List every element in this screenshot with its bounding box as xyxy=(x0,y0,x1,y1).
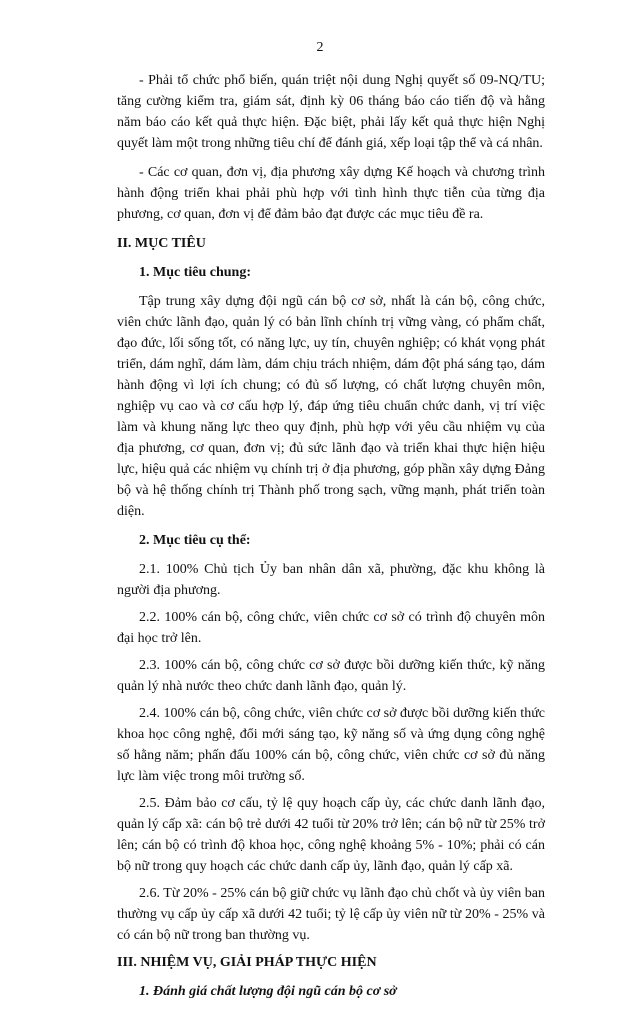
target-2-5: 2.5. Đảm bảo cơ cấu, tỷ lệ quy hoạch cấp ủy, các chức danh lãnh đạo, quản lý cấp xã: cán bộ trẻ dưới 42 tuổi từ 20% trở lên; cán bộ nữ từ 25% trở lên; cán bộ có trình độ khoa học, công nghệ khoảng 5% - 10%; phải có cán bộ nữ trong quy hoạch các chức danh cấp ủy, lãnh đạo, quản lý cấp xã. xyxy=(117,796,545,874)
subheading-specific-objectives: 2. Mục tiêu cụ thể: xyxy=(139,533,251,548)
page-number: 2 xyxy=(316,40,324,55)
paragraph-dissemination: - Phải tổ chức phổ biến, quán triệt nội dung Nghị quyết số 09-NQ/TU; tăng cường kiểm tra, giám sát, định kỳ 06 tháng báo cáo tiến độ và hằng năm báo cáo kết quả thực hiện. Đặc biệt, phải lấy kết quả thực hiện Nghị quyết làm một trong những tiêu chí để đánh giá, xếp loại tập thể và cá nhân. xyxy=(117,73,545,151)
document-body xyxy=(117,70,545,1010)
target-2-4: 2.4. 100% cán bộ, công chức, viên chức cơ sở được bồi dưỡng kiến thức khoa học công nghệ, đổi mới sáng tạo, kỹ năng số và ứng dụng công nghệ số hằng năm; phấn đấu 100% cán bộ, công chức, viên chức cơ sở đủ năng lực làm việc trong môi trường số. xyxy=(117,706,545,784)
subheading-general-objective: 1. Mục tiêu chung: xyxy=(139,265,251,280)
target-2-1: 2.1. 100% Chủ tịch Ủy ban nhân dân xã, phường, đặc khu không là người địa phương. xyxy=(117,562,545,598)
paragraph-action-plan: - Các cơ quan, đơn vị, địa phương xây dựng Kế hoạch và chương trình hành động triển khai phải phù hợp với tình hình thực tiễn của từng địa phương, cơ quan, đơn vị để đảm bảo đạt được các mục tiêu đề ra. xyxy=(117,165,545,222)
target-2-3: 2.3. 100% cán bộ, công chức cơ sở được bồi dưỡng kiến thức, kỹ năng quản lý nhà nước theo chức danh lãnh đạo, quản lý. xyxy=(117,658,545,694)
target-2-6: 2.6. Từ 20% - 25% cán bộ giữ chức vụ lãnh đạo chủ chốt và ủy viên ban thường vụ cấp ủy cấp xã dưới 42 tuổi; tỷ lệ cấp ủy viên nữ từ 20% - 25% và có cán bộ nữ trong ban thường vụ. xyxy=(117,886,545,943)
subheading-quality-assessment: 1. Đánh giá chất lượng đội ngũ cán bộ cơ sở xyxy=(139,984,397,999)
target-2-2: 2.2. 100% cán bộ, công chức, viên chức cơ sở có trình độ chuyên môn đại học trở lên. xyxy=(117,610,545,646)
section-heading-objectives: II. MỤC TIÊU xyxy=(117,236,206,251)
paragraph-general-objective: Tập trung xây dựng đội ngũ cán bộ cơ sở, nhất là cán bộ, công chức, viên chức lãnh đạo, quản lý có bản lĩnh chính trị vững vàng, có phẩm chất, đạo đức, lối sống tốt, có năng lực, uy tín, chuyên nghiệp; có khát vọng phát triển, dám nghĩ, dám làm, dám chịu trách nhiệm, dám đột phá sáng tạo, dám hành động vì lợi ích chung; có đủ số lượng, có chất lượng chuyên môn, nghiệp vụ cao và cơ cấu hợp lý, đáp ứng tiêu chuẩn chức danh, vị trí việc làm và khung năng lực theo quy định, phù hợp với yêu cầu nhiệm vụ của địa phương, cơ quan, đơn vị; đủ sức lãnh đạo và triển khai thực hiện hiệu lực, hiệu quả các nhiệm vụ chính trị ở địa phương, góp phần xây dựng Đảng bộ và hệ thống chính trị Thành phố trong sạch, vững mạnh, phát triển toàn diện. xyxy=(117,294,545,519)
section-heading-tasks: III. NHIỆM VỤ, GIẢI PHÁP THỰC HIỆN xyxy=(117,955,377,970)
